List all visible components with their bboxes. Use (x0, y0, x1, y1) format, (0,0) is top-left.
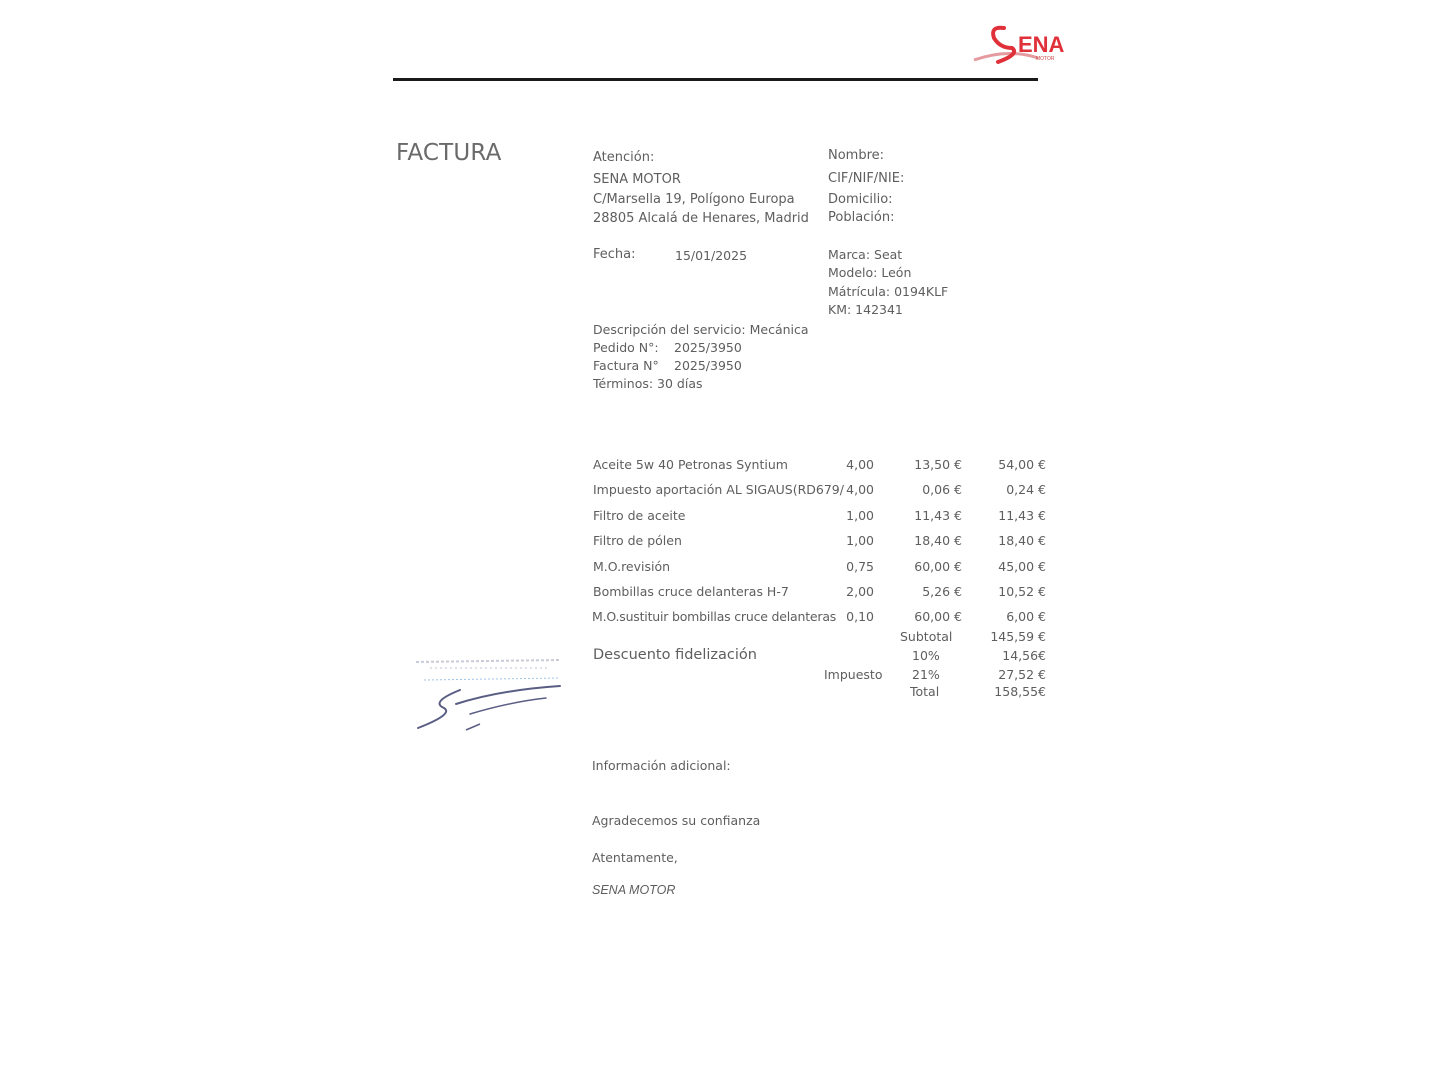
item-qty: 0,10 (846, 609, 874, 624)
vehicle-modelo: Modelo: León (828, 265, 912, 280)
customer-domicilio-label: Domicilio: (828, 192, 893, 207)
discount-pct: 10% (912, 648, 940, 663)
pedido-value: 2025/3950 (674, 340, 742, 355)
item-qty: 0,75 (846, 559, 874, 574)
discount-label: Descuento fidelización (593, 647, 757, 663)
item-qty: 1,00 (846, 533, 874, 548)
signature-company: SENA MOTOR (592, 883, 676, 897)
item-desc: Aceite 5w 40 Petronas Syntium (593, 457, 788, 472)
item-desc: M.O.revisión (593, 559, 671, 574)
item-total: 10,52 € (998, 584, 1046, 599)
discount-value: 14,56€ (1002, 648, 1046, 663)
tax-label: Impuesto (824, 667, 883, 682)
service-description: Descripción del servicio: Mecánica (593, 322, 809, 337)
item-price: 60,00 € (914, 609, 962, 624)
item-total: 6,00 € (1006, 609, 1046, 624)
attention-address2: 28805 Alcalá de Henares, Madrid (593, 211, 809, 226)
attention-label: Atención: (593, 150, 655, 165)
regards-text: Atentamente, (592, 850, 678, 865)
vehicle-matricula: Mátrícula: 0194KLF (828, 284, 949, 299)
date-value: 15/01/2025 (675, 248, 748, 263)
item-qty: 2,00 (846, 584, 874, 599)
item-total: 18,40 € (998, 533, 1046, 548)
item-desc: Filtro de pólen (593, 533, 682, 548)
thanks-text: Agradecemos su confianza (592, 813, 761, 828)
item-desc: M.O.sustituir bombillas cruce delanteras (592, 609, 837, 624)
terms: Términos: 30 días (593, 376, 703, 391)
item-price: 13,50 € (914, 457, 962, 472)
total-label: Total (910, 684, 940, 699)
item-price: 18,40 € (914, 533, 962, 548)
customer-name-label: Nombre: (828, 148, 885, 163)
header-rule (393, 78, 1038, 81)
factura-value: 2025/3950 (674, 358, 742, 373)
logo-wordmark: ENA (1018, 32, 1065, 57)
attention-company: SENA MOTOR (593, 172, 681, 187)
item-qty: 4,00 (846, 482, 874, 497)
item-qty: 4,00 (846, 457, 874, 472)
company-logo (968, 18, 1088, 70)
customer-cif-label: CIF/NIF/NIE: (828, 171, 905, 186)
document-title: FACTURA (396, 140, 502, 166)
item-total: 54,00 € (998, 457, 1046, 472)
tax-pct: 21% (912, 667, 940, 682)
item-total: 45,00 € (998, 559, 1046, 574)
date-label: Fecha: (593, 247, 636, 262)
item-price: 60,00 € (914, 559, 962, 574)
total-value: 158,55€ (994, 684, 1046, 699)
item-desc: Impuesto aportación AL SIGAUS(RD679/ (593, 482, 844, 497)
logo-subtext: MOTOR (1036, 56, 1055, 62)
item-price: 0,06 € (922, 482, 962, 497)
vehicle-marca: Marca: Seat (828, 247, 903, 262)
item-total: 11,43 € (998, 508, 1046, 523)
additional-info-label: Información adicional: (592, 758, 731, 773)
subtotal-value: 145,59 € (990, 629, 1046, 644)
item-desc: Bombillas cruce delanteras H-7 (593, 584, 789, 599)
signature-stamp (410, 650, 570, 740)
item-total: 0,24 € (1006, 482, 1046, 497)
item-price: 11,43 € (914, 508, 962, 523)
subtotal-label: Subtotal (900, 629, 953, 644)
item-desc: Filtro de aceite (593, 508, 686, 523)
tax-value: 27,52 € (998, 667, 1046, 682)
vehicle-km: KM: 142341 (828, 302, 903, 317)
customer-poblacion-label: Población: (828, 210, 895, 225)
item-qty: 1,00 (846, 508, 874, 523)
pedido-label: Pedido N°: (593, 340, 659, 355)
attention-address1: C/Marsella 19, Polígono Europa (593, 192, 795, 207)
item-price: 5,26 € (922, 584, 962, 599)
factura-label: Factura N° (593, 358, 659, 373)
